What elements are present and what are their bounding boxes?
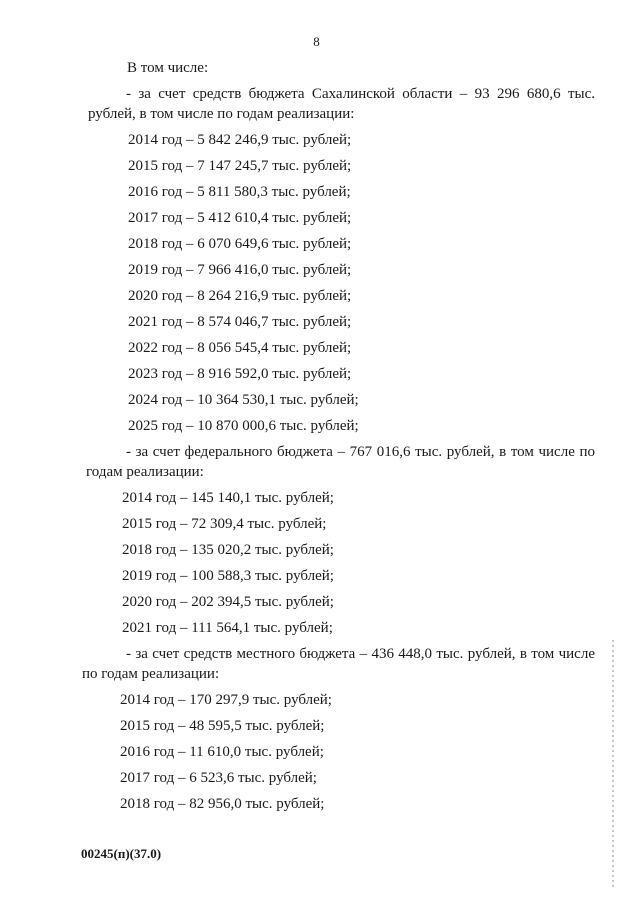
local-year-item: 2015 год – 48 595,5 тыс. рублей; <box>120 718 325 734</box>
federal-year-item: 2018 год – 135 020,2 тыс. рублей; <box>122 542 334 558</box>
federal-budget-line-cont: годам реализации: <box>86 464 204 480</box>
intro-line: В том числе: <box>127 60 209 76</box>
document-body <box>0 58 633 820</box>
regional-year-item: 2022 год – 8 056 545,4 тыс. рублей; <box>128 340 352 356</box>
federal-year-item: 2021 год – 111 564,1 тыс. рублей; <box>122 620 333 636</box>
local-year-item: 2018 год – 82 956,0 тыс. рублей; <box>120 796 325 812</box>
federal-year-item: 2014 год – 145 140,1 тыс. рублей; <box>122 490 334 506</box>
regional-year-item: 2023 год – 8 916 592,0 тыс. рублей; <box>128 366 352 382</box>
local-year-item: 2016 год – 11 610,0 тыс. рублей; <box>120 744 324 760</box>
regional-year-item: 2018 год – 6 070 649,6 тыс. рублей; <box>128 236 352 252</box>
regional-year-item: 2021 год – 8 574 046,7 тыс. рублей; <box>128 314 352 330</box>
regional-budget-line: - за счет средств бюджета Сахалинской области – 93 296 680,6 тыс. <box>126 86 595 102</box>
local-budget-line: - за счет средств местного бюджета – 436 448,0 тыс. рублей, в том числе <box>126 646 595 662</box>
federal-budget-line: - за счет федерального бюджета – 767 016,6 тыс. рублей, в том числе по <box>126 444 595 460</box>
document-code: 00245(п)(37.0) <box>81 846 162 861</box>
regional-year-item: 2024 год – 10 364 530,1 тыс. рублей; <box>128 392 359 408</box>
local-year-item: 2014 год – 170 297,9 тыс. рублей; <box>120 692 332 708</box>
regional-year-item: 2014 год – 5 842 246,9 тыс. рублей; <box>128 132 352 148</box>
federal-year-item: 2020 год – 202 394,5 тыс. рублей; <box>122 594 334 610</box>
regional-year-item: 2020 год – 8 264 216,9 тыс. рублей; <box>128 288 352 304</box>
regional-budget-line-cont: рублей, в том числе по годам реализации: <box>88 106 355 122</box>
regional-year-item: 2016 год – 5 811 580,3 тыс. рублей; <box>128 184 351 200</box>
federal-year-item: 2015 год – 72 309,4 тыс. рублей; <box>122 516 327 532</box>
regional-year-item: 2019 год – 7 966 416,0 тыс. рублей; <box>128 262 352 278</box>
regional-year-item: 2017 год – 5 412 610,4 тыс. рублей; <box>128 210 352 226</box>
local-budget-line-cont: по годам реализации: <box>82 666 220 682</box>
regional-year-item: 2025 год – 10 870 000,6 тыс. рублей; <box>128 418 359 434</box>
scan-edge-mark <box>612 640 614 890</box>
page-number: 8 <box>313 34 320 49</box>
local-year-item: 2017 год – 6 523,6 тыс. рублей; <box>120 770 317 786</box>
federal-year-item: 2019 год – 100 588,3 тыс. рублей; <box>122 568 334 584</box>
regional-year-item: 2015 год – 7 147 245,7 тыс. рублей; <box>128 158 352 174</box>
